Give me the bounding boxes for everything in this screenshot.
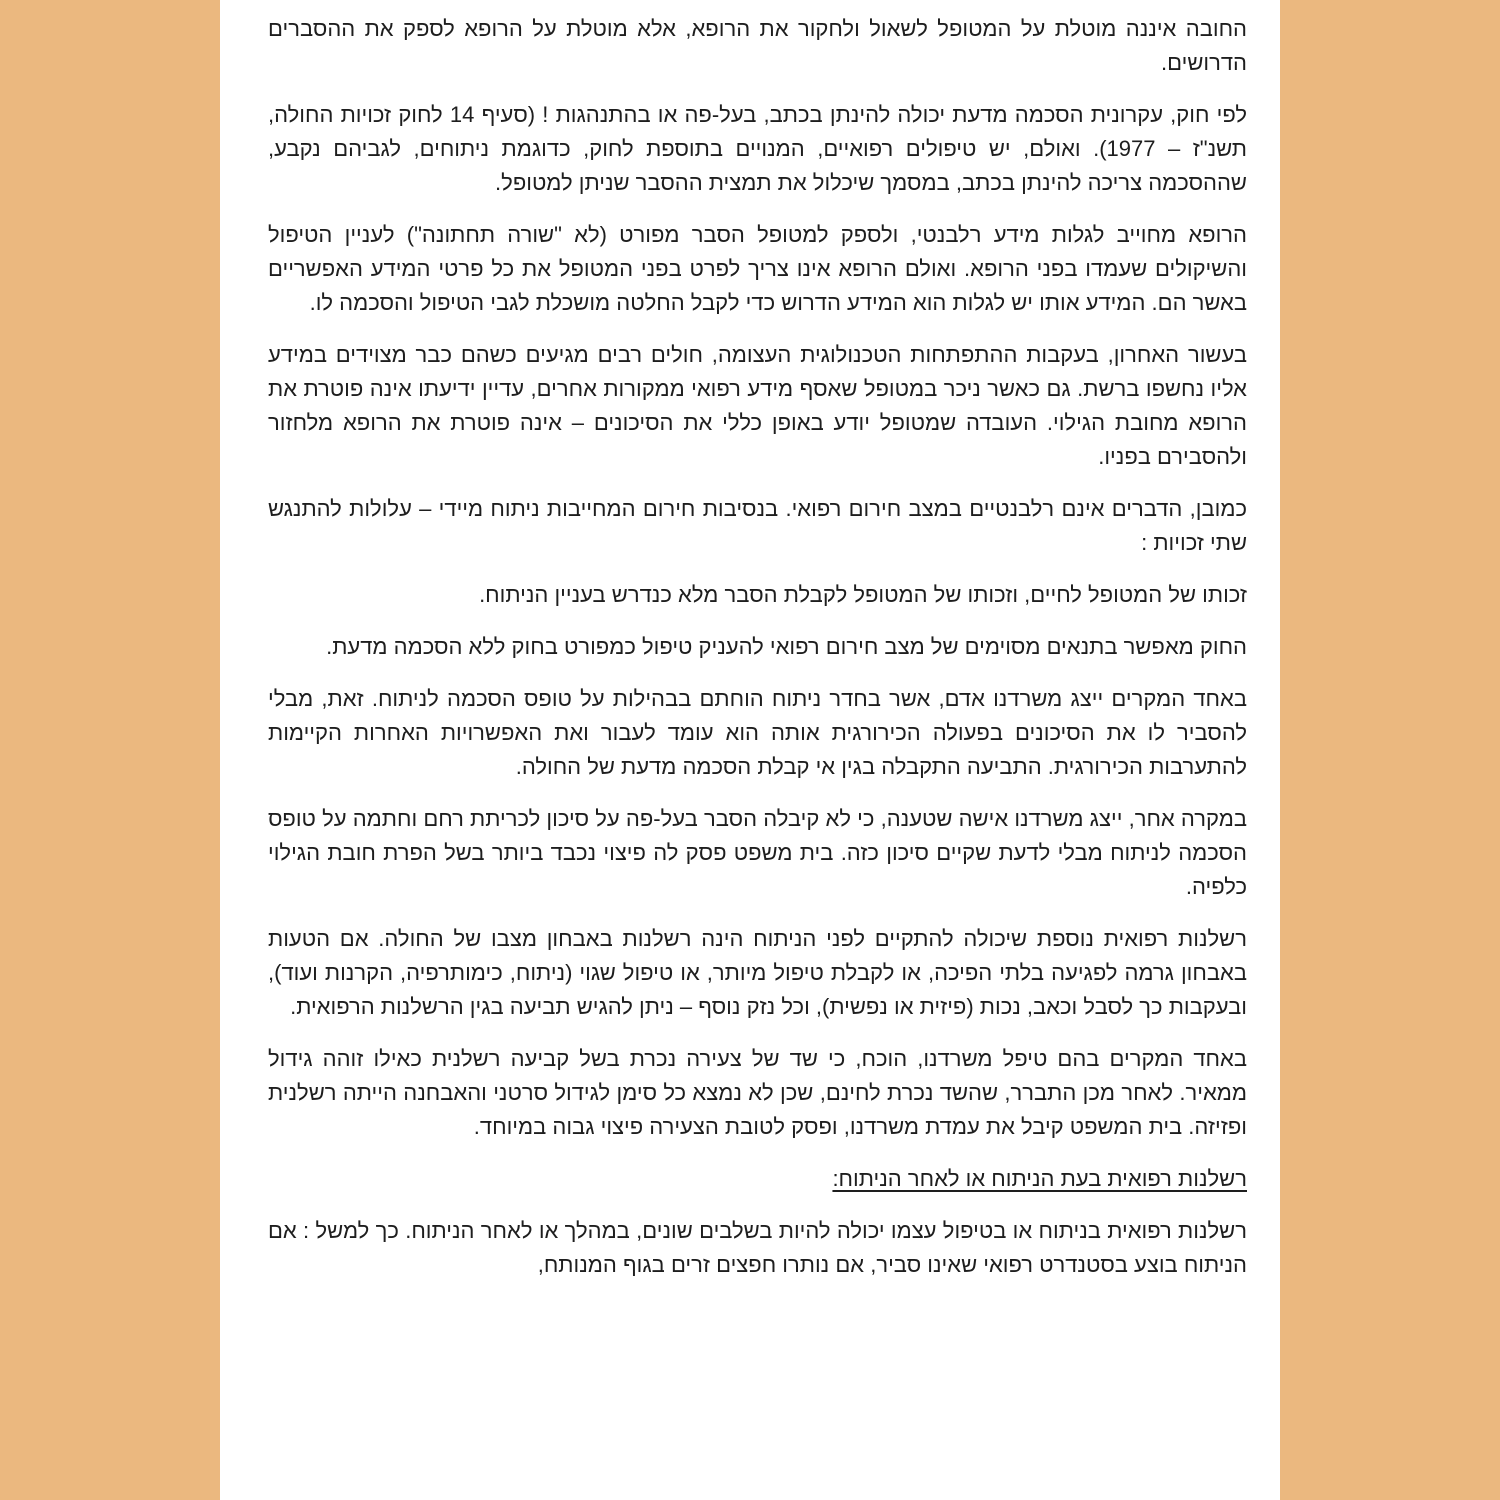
paragraph-surgery-negligence: רשלנות רפואית בניתוח או בטיפול עצמו יכולה להיות בשלבים שונים, במהלך או לאחר הניתוח. כך למשל : אם הניתוח בוצע בסטנדרט רפואי שאינו סביר, אם נותרו חפצים זרים בגוף המנותח, (268, 1218, 1247, 1277)
paragraph-case-breast: באחד המקרים בהם טיפל משרדנו, הוכח, כי שד של צעירה נכרת בשל קביעה רשלנית כאילו זוהה גידול ממאיר. לאחר מכן התברר, שהשד נכרת לחינם, שכן לא נמצא כל סימן לגידול סרטני והאבחנה הייתה רשלנית ופזיזה. בית המשפט קיבל את עמדת משרדנו, ופסק לטובת הצעירה פיצוי גבוה במיוחד. (268, 1046, 1247, 1139)
paragraph-emergency: כמובן, הדברים אינם רלבנטיים במצב חירום רפואי. בנסיבות חירום המחייבות ניתוח מיידי – עלולות להתנגש שתי זכויות : (268, 496, 1247, 555)
paragraph-case-surgery-form: באחד המקרים ייצג משרדנו אדם, אשר בחדר ניתוח הוחתם בבהילות על טופס הסכמה לניתוח. זאת, מבלי להסביר לו את הסיכונים בפעולה הכירורגית אותה הוא עומד לעבור ואת האפשרויות האחרות הקיימות להתערבות הכירורגית. התביעה התקבלה בגין אי קבלת הסכמה מדעת של החולה. (268, 686, 1247, 779)
paragraph-two-rights: זכותו של המטופל לחיים, וזכותו של המטופל לקבלת הסבר מלא כנדרש בעניין הניתוח. (479, 582, 1247, 607)
paragraph-case-hysterectomy: במקרה אחר, ייצג משרדנו אישה שטענה, כי לא קיבלה הסבר בעל-פה על סיכון לכריתת רחם וחתמה על טופס הסכמה לניתוח מבלי לדעת שקיים סיכון כזה. בית משפט פסק לה פיצוי נכבד ביותר בשל הפרת חובת הגילוי כלפיה. (268, 806, 1247, 899)
paragraph-law-exception: החוק מאפשר בתנאים מסוימים של מצב חירום רפואי להעניק טיפול כמפורט בחוק ללא הסכמה מדעת. (326, 634, 1247, 659)
document-page (220, 0, 1280, 1500)
paragraph-consent-by-law: לפי חוק, עקרונית הסכמה מדעת יכולה להינתן בכתב, בעל-פה או בהתנהגות ! (סעיף 14 לחוק זכויות החולה, תשנ"ז – 1977). ואולם, יש טיפולים רפואיים, המנויים בתוספת לחוק, כדוגמת ניתוחים, לגביהם נקבע, שההסכמה צריכה להינתן בכתב, במסמך שיכלול את תמצית ההסבר שניתן למטופל. (268, 102, 1247, 195)
paragraph-diagnosis-negligence: רשלנות רפואית נוספת שיכולה להתקיים לפני הניתוח הינה רשלנות באבחון מצבו של החולה. אם הטעות באבחון גרמה לפגיעה בלתי הפיכה, או לקבלת טיפול מיותר, או טיפול שגוי (ניתוח, כימותרפיה, הקרנות ועוד), ובעקבות כך לסבל וכאב, נכות (פיזית או נפשית), וכל נזק נוסף – ניתן להגיש תביעה בגין הרשלנות הרפואית. (268, 926, 1247, 1019)
paragraph-online-information: בעשור האחרון, בעקבות ההתפתחות הטכנולוגית העצומה, חולים רבים מגיעים כשהם כבר מצוידים במידע אליו נחשפו ברשת. גם כאשר ניכר במטופל שאסף מידע רפואי ממקורות אחרים, עדיין ידיעתו אינה פוטרת את הרופא מחובת הגילוי. העובדה שמטופל יודע באופן כללי את הסיכונים – אינה פוטרת את הרופא מלחזור ולהסבירם בפניו. (268, 342, 1247, 469)
document-text (268, 12, 1247, 1300)
paragraph-disclosure-duty: הרופא מחוייב לגלות מידע רלבנטי, ולספק למטופל הסבר מפורט (לא "שורה תחתונה") לעניין הטיפול והשיקולים שעמדו בפני הרופא. ואולם הרופא אינו צריך לפרט בפני המטופל את כל פרטי המידע האפשריים באשר הם. המידע אותו יש לגלות הוא המידע הדרוש כדי לקבל החלטה מושכלת לגבי הטיפול והסכמה לו. (268, 222, 1247, 315)
paragraph-burden-of-explanation: החובה איננה מוטלת על המטופל לשאול ולחקור את הרופא, אלא מוטלת על הרופא לספק את ההסברים הדרושים. (268, 16, 1247, 75)
section-heading: רשלנות רפואית בעת הניתוח או לאחר הניתוח: (832, 1166, 1247, 1191)
